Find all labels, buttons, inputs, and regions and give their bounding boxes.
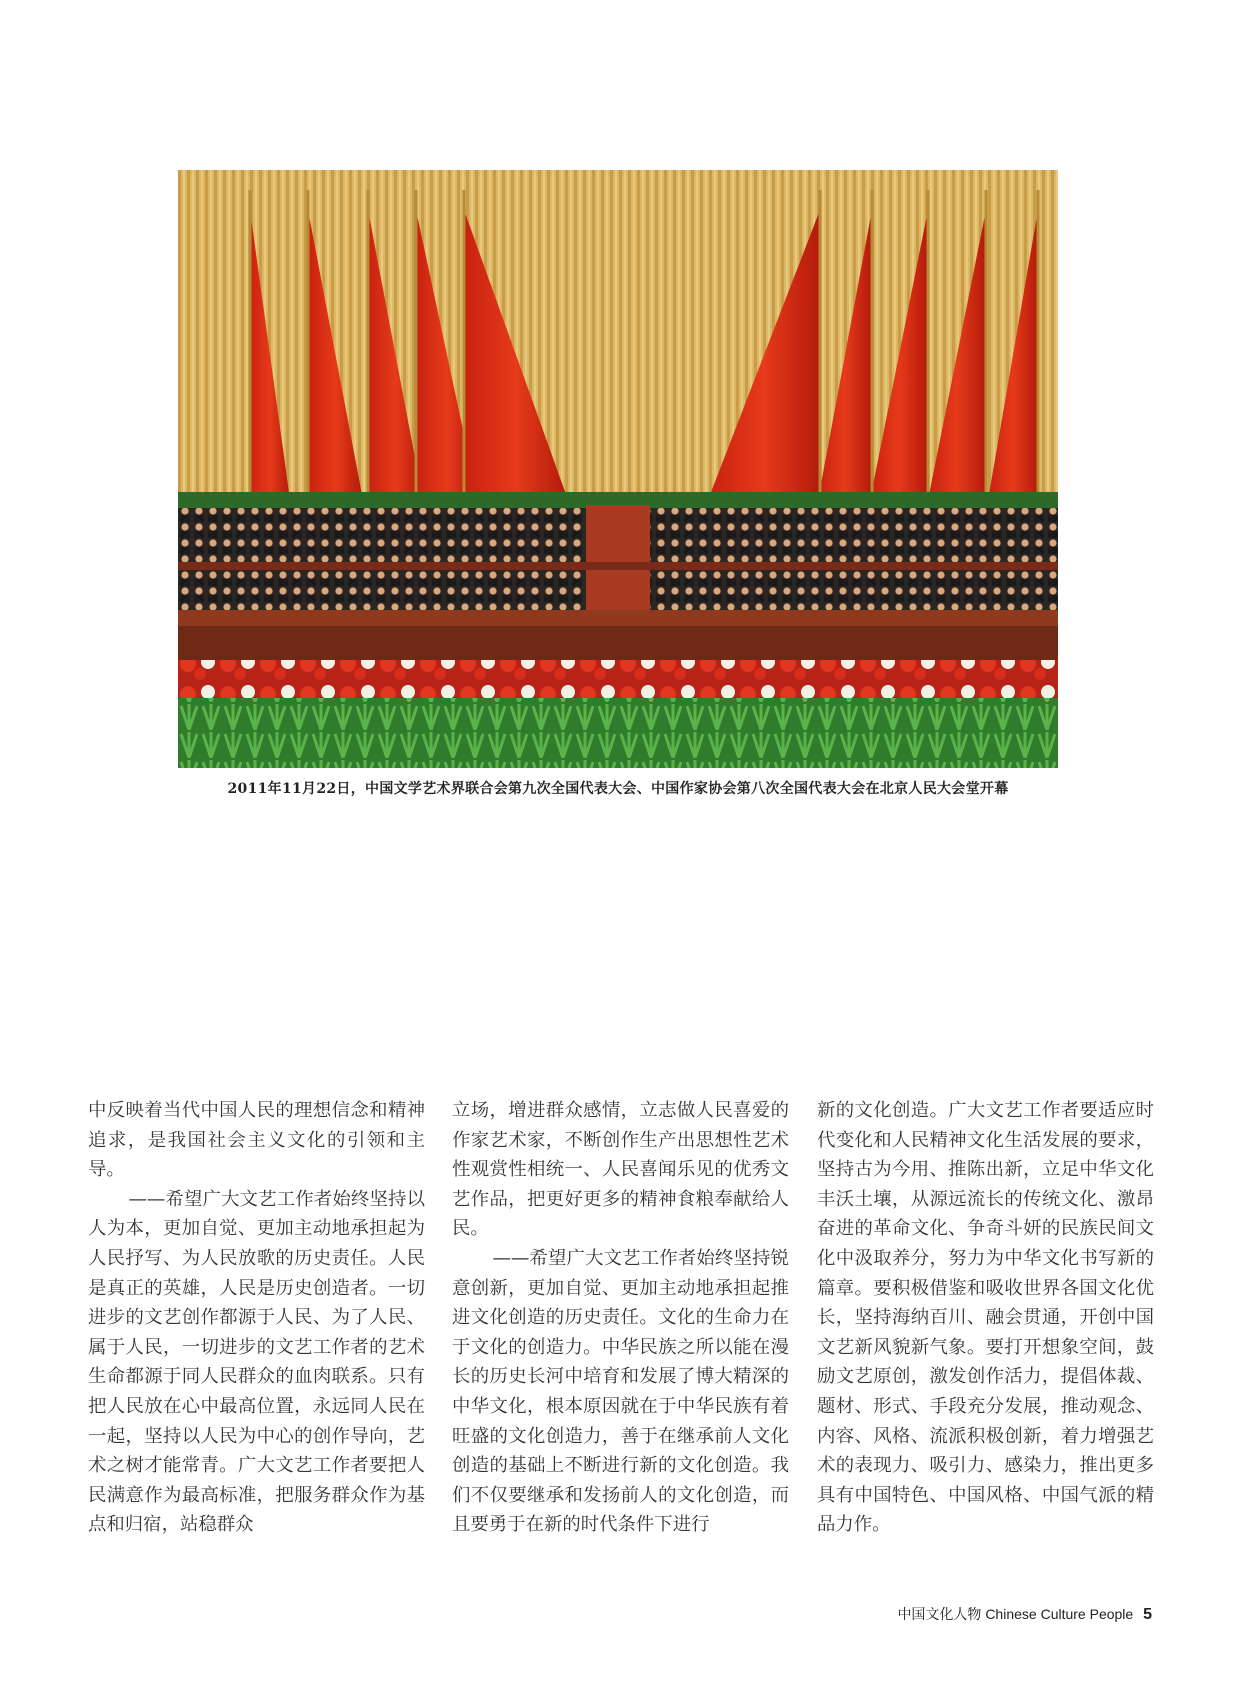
presidium-table [178, 610, 1058, 626]
flower-border [178, 660, 1058, 700]
congress-photo [178, 170, 1058, 768]
paragraph: 中反映着当代中国人民的理想信念和精神追求，是我国社会主义文化的引领和主导。 [88, 1100, 425, 1181]
great-hall-scene [178, 170, 1058, 768]
page-footer [897, 1604, 1152, 1624]
photo-caption: 2011年11月22日，中国文学艺术界联合会第九次全国代表大会、中国作家协会第八次全国代表大会在北京人民大会堂开幕 [227, 781, 1009, 797]
page-number: 5 [1143, 1606, 1152, 1623]
paragraph: 新的文化创造。广大文艺工作者要适应时代变化和人民精神文化生活发展的要求，坚持古为今用、推陈出新，立足中华文化丰沃土壤，从源远流长的传统文化、激昂奋进的革命文化、争奇斗妍的民族民间文化中汲取养分，努力为中华文化书写新的篇章。要积极借鉴和吸收世界各国文化优长，坚持海纳百川、融会贯通，开创中国文艺新风貌新气象。要打开想象空间，鼓励文艺原创，激发创作活力，提倡体裁、题材、形式、手段充分发展，推动观念、内容、风格、流派积极创新，着力增强艺术的表现力、吸引力、感染力，推出更多具有中国特色、中国风格、中国气派的精品力作。 [817, 1100, 1154, 1536]
article-column-1 [88, 1096, 425, 1540]
magazine-name: 中国文化人物 Chinese Culture People [897, 1606, 1134, 1622]
paragraph: ——希望广大文艺工作者始终坚持以人为本，更加自觉、更加主动地承担起为人民抒写、为人民放歌的历史责任。人民是真正的英雄，人民是历史创造者。一切进步的文艺创作都源于人民、为了人民、属于人民，一切进步的文艺工作者的艺术生命都源于同人民群众的血肉联系。只有把人民放在心中最高位置，永远同人民在一起，坚持以人民为中心的创作导向，艺术之树才能常青。广大文艺工作者要把人民满意作为最高标准，把服务群众作为基点和归宿，站稳群众 [88, 1188, 425, 1536]
article-column-3 [817, 1096, 1154, 1540]
paragraph: 立场，增进群众感情，立志做人民喜爱的作家艺术家，不断创作生产出思想性艺术性观赏性相统一、人民喜闻乐见的优秀文艺作品，把更好更多的精神食粮奉献给人民。 [452, 1100, 789, 1240]
fern-border [178, 698, 1058, 768]
article-column-2 [452, 1096, 789, 1540]
paragraph: ——希望广大文艺工作者始终坚持锐意创新，更加自觉、更加主动地承担起推进文化创造的历史责任。文化的生命力在于文化的创造力。中华民族之所以能在漫长的历史长河中培育和发展了博大精深的中华文化，根本原因就在于中华民族有着旺盛的文化创造力，善于在继承前人文化创造的基础上不断进行新的文化创造。我们不仅要继承和发扬前人的文化创造，而且要勇于在新的时代条件下进行 [452, 1247, 789, 1536]
